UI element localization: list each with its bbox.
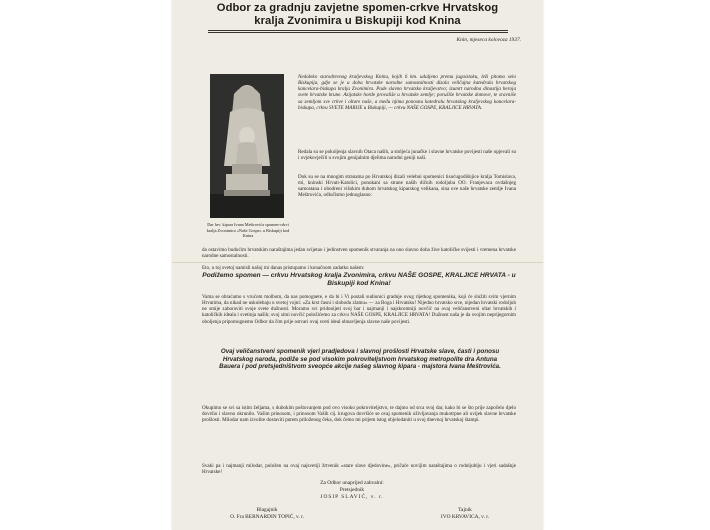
- letter-page: [172, 0, 543, 530]
- letter-date: Knin, mjeseca kolovoza 1937.: [456, 37, 521, 43]
- title-underline-second: [208, 32, 508, 33]
- madonna-sculpture-image: [210, 74, 284, 218]
- paragraph-ancestors: Redala su se pokoljenja slavnih Otaca naših, a stoljeća junačke i slavne hrvatske povijesti naše opjevali su i ovjekovječili u svojim genijalnim djelima narodni geniji naši.: [298, 149, 516, 162]
- letter-title-line-1: Odbor za gradnju zavjetne spomen-crkve Hrvatskog: [216, 2, 499, 14]
- president-name: JOSIP SLAVIĆ, v. r.: [320, 494, 384, 500]
- headline-church-announcement: Podižemo spomen — crkvu Hrvatskog kralja Zvonimira, crkvu NAŠE GOSPE, KRALJICE HRVATA - u Biskupiji kod Knina!: [202, 272, 516, 287]
- signature-block-president: [282, 480, 422, 501]
- closing-phrase: Za Odbor unaprijed zahvalni:: [320, 480, 384, 486]
- secretary-title: Tajnik: [458, 507, 472, 513]
- paper-fold-line: [172, 262, 543, 263]
- signature-block-treasurer: [192, 507, 342, 521]
- headline-patronage: Ovaj veličanstveni spomenik vjeri pradjedova i slavnoj prošlosti Hrvatske slave, časti i ponosu Hrvatskog naroda, podiže se pod visokim pokroviteljstvom hrvatskog metropolite dra Antuna Bauera i pod pretsjedništvom sveopće akcije našeg slavnog kipara - majstora Ivana Meštrovića.: [219, 348, 501, 371]
- paragraph-appeal: Vama se obraćamo s vrućom molbom, da nas pomognete, e da bi i Vi postali sudionici gradnje ovog rijetkog spomenika, koji će služiti svim vjernim Hrvatima, da nikad ne uskolebaju u svetoj vojni: «Za krst časni i slobodu zlatnu» — za Boga i Hrvatsku! Nijedno hrvatsko srce, nijedan hrvatski rodoljub ne smije zaboraviti svoje svete dužnosti. Moramo svi pridonijeti svoj bar i najmanji i najskromniji novčić na ovaj veličanstveni oltar hrvatskih i katoličkih ideala i svetinja naših; svoj sitni novčić položićemo za crkvu NAŠE GOSPE, KRALJICE HRVATA! Dužnost naša je da svojim neprijegornim oboljenja pripomognemo Odbor da čim prije ostvari ovaj sveti ideal obnavljenja slavne naše povijesti.: [202, 294, 516, 325]
- sculpture-photo: [210, 74, 284, 218]
- paragraph-decision-continued: da ostavimo budućim hrvatskim naraštajima jedan svijetao i jedinstven spomenik stvaranja na ono slavno doba žive katoličke svijesti i vremena hrvatske narodne samostalnosti.: [202, 247, 516, 260]
- president-title: Pretsjednik: [339, 487, 365, 493]
- letter-title-line-2: kralja Zvonimira u Biskupiji kod Knina: [254, 15, 461, 27]
- paragraph-closing: Svaki pa i najmanji milodar, položen na ovaj najsvetiji žrtvenik «stare slave djedovine», pričaće novijim naraštajima o rodoljublju i vjeri sadašnje Hrvatske!: [202, 463, 516, 476]
- photo-caption: Dar hrv. kipara Ivana Meštrovića spomen-crkvi kralja Zvonimira «Naše Gospe» u Biskupiji kod Knina: [206, 222, 290, 239]
- paragraph-intro: Nedaleko starodrevnog kraljevskog Knina, kojih 6 km. udaljeno prema jugoistoku, leži pitomo selo Biskupija, gdje se je u doba hrvatske narodne samostalnosti dizala veličajna katedrala hrvatskog kancelara-biskupa kralja Zvonimira. Pade slavno hrvatsko kraljevstvo; izumrt narodna dinastija heroja svete hrvatske krune. Azijatske horde provališe u hrvatske zemlje; porušiše hrvatske domove, te sravniše sa zemljom sve crkve i oltare naše, a među njima ponosnu katedralu hrvatskog kraljevskog kancelara-biskupa, crkvu SVETE MARIJE u Biskupiji, — crkvu NAŠE GOSPE, KRALJICE HRVATA.: [298, 74, 516, 111]
- paragraph-decision: Dok su se na mnogim stranama po Hrvatskoj dizali velebni spomenici tisućugodišnjice kralja Tomislava, mi, kninski Hrvati-Katolici, ponukani sa strane naših dičnih rodoljuba OO. Franjevaca ovdašnjeg samostana i obodreni višokim duhom hrvatskog kiparskog velikana, sina ove naše hrvatske zemlje Ivana Meštrovića, odlučismo jednoglasno:: [298, 174, 516, 199]
- paragraph-donation-request: Okupimo se svi sa istim željama, s dubokim poštovanjem pod ovo visoko pokroviteljstvo, te dajmo od srca svoj dar, kako bi se što prije započelo djelo dovršio i slavno okrunilo. Vašim prinosom, i prinosom Vaših cij. krugova dovršiće se ovaj spomenik oživljavanja mukotrpne ali uvijek slavne hrvatske prošlosti. Milodar nam izvolite dostaviti putem priloženog čeka, dok ćemo mi prijem istog objelodaniti u svoj dnevnoj hrvatskoj štampi.: [202, 405, 516, 424]
- signature-block-secretary: [400, 507, 530, 521]
- paragraph-task: Eto, u toj svetoj namisli našoj mi danas pristupamo i konačnom zadatku našem:: [202, 265, 365, 271]
- title-underline: [208, 30, 508, 31]
- treasurer-name: O. Fra BERNARDIN TOPIĆ, v. r.: [230, 514, 304, 520]
- treasurer-title: Blagajnik: [256, 507, 278, 513]
- secretary-name: IVO KRVAVICA, v. r.: [440, 514, 490, 520]
